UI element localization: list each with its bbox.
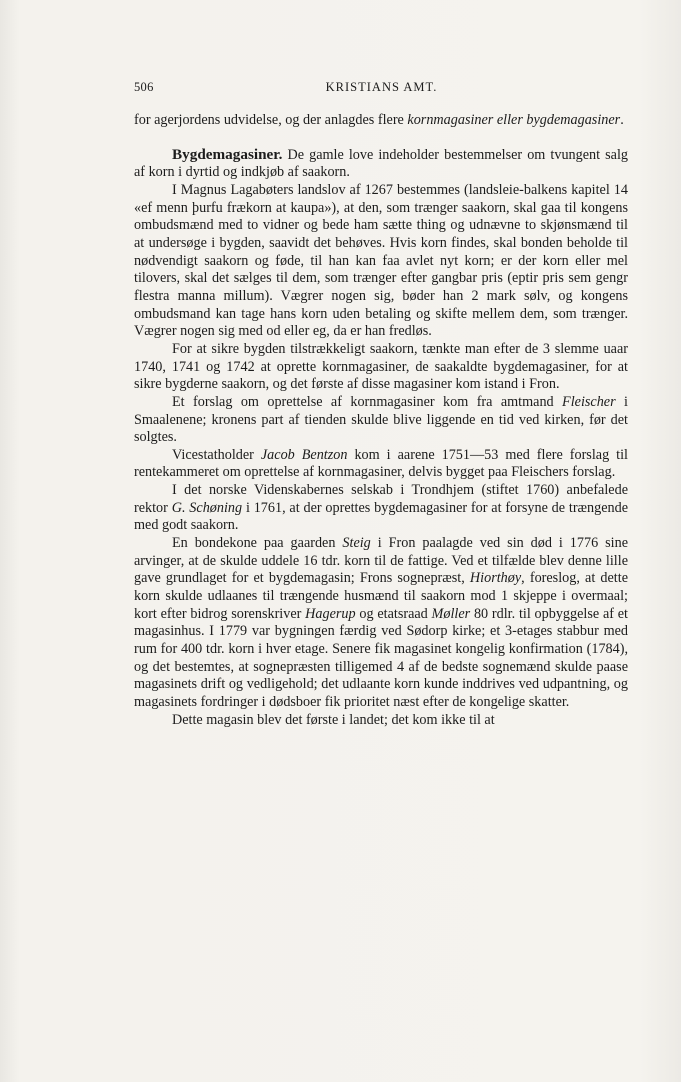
text-span: . bbox=[620, 112, 624, 128]
text-span: og etatsraad bbox=[355, 605, 432, 622]
text-span: For at sikre bygden tilstrækkeligt saakorn, tænkte man efter de 3 slemme uaar 1740, 1741 og 1742 at oprette kornmagasiner, de saakaldte bygdemagasiner, for at sikre bygderne saakorn, og det første af disse magasiner kom istand i Fron. bbox=[134, 340, 628, 393]
section-bygdemagasiner bbox=[134, 146, 628, 182]
italic-name: Møller bbox=[431, 605, 471, 622]
italic-name: Jacob Bentzon bbox=[260, 446, 348, 463]
paragraph-steig bbox=[134, 535, 628, 712]
running-title: KRISTIANS AMT. bbox=[325, 80, 438, 94]
italic-name: Hagerup bbox=[305, 605, 356, 622]
text-span: Dette magasin blev det første i landet; det kom ikke til at bbox=[172, 711, 495, 728]
body-text bbox=[134, 112, 628, 729]
text-span: De gamle love indeholder bestemmelser om tvungent salg af korn i dyrtid og indkjøb af saakorn. bbox=[134, 146, 628, 181]
text-span: En bondekone paa gaarden bbox=[172, 535, 343, 552]
text-span: I det norske Videnskabernes selskab i Trondhjem (stiftet 1760) anbefalede rektor bbox=[134, 482, 628, 516]
paragraph-schoning bbox=[134, 482, 628, 535]
section-heading: Bygdemagasiner. bbox=[172, 145, 283, 163]
paragraph-final bbox=[134, 712, 628, 730]
paragraph-intro bbox=[134, 112, 628, 130]
text-span: for agerjordens udvidelse, og der anlagdes flere bbox=[134, 112, 408, 128]
paragraph-fleischer bbox=[134, 394, 628, 447]
italic-name: Hiorthøy bbox=[469, 570, 522, 587]
italic-name: G. Schøning bbox=[171, 499, 243, 516]
paragraph-uaar bbox=[134, 341, 628, 394]
italic-name: Steig bbox=[342, 535, 371, 552]
page-number: 506 bbox=[134, 80, 154, 94]
italic-name: Fleischer bbox=[562, 393, 616, 410]
text-span: i Smaalenene; kronens part af tienden skulde blive liggende en tid ved kirken, før det solgtes. bbox=[134, 393, 628, 446]
text-span: kom i aarene 1751—53 med flere forslag til rentekammeret om oprettelse af kornmagasiner, delvis bygget paa Fleischers forslag. bbox=[134, 446, 628, 481]
text-span: 80 rdlr. til opbyggelse af et magasinhus. I 1779 var bygningen færdig ved Sødorp kirke; et 3-etages stabbur med rum for 400 tdr. korn i hver etage. Senere fik magasinet kongelig konfirmation (1784), og det bestemtes, at sognepræsten tilligemed 4 af de bedste sognemænd skulde paase magasinets drift og vedligehold; det udlaante korn kunde inddrives ved udpantning, og magasinets fordringer i dødsboer fik prioritet næst efter de kongelige skatter. bbox=[134, 605, 628, 710]
text-span: Et forslag om oprettelse af kornmagasiner kom fra amtmand bbox=[172, 393, 563, 410]
text-span: i 1761, at der oprettes bygdemagasiner for at forsyne de trængende med godt saakorn. bbox=[134, 499, 628, 534]
text-span: i Fron paalagde ved sin død i 1776 sine arvinger, at de skulde uddele 16 tdr. korn til de fattige. Ved et tilfælde blev denne lille gave grundlaget for et bygdemagasin; Frons sognepræst, bbox=[134, 535, 628, 587]
text-span: I Magnus Lagabøters landslov af 1267 bestemmes (landsleie-balkens kapitel 14 «ef menn þurfu frækorn at kaupa»), at den, som trænger saakorn, skal gaa til kongens ombudsmænd med to vidner og bede ham sætte thing og udnævne to skjønsmænd til at undersøge i bygden, saavidt det behøves. Hvis korn findes, skal bonden beholde til nødvendigt saakorn og føde, til han kan faa avlet nyt korn; er der korn eller mel tilovers, skal det sælges til dem, som trænger efter gangbar pris (eptir pris sem gengr flestra manna millum). Vægrer nogen sig, bøder han 2 mark sølv, og kongens ombudsmand kan tage hans korn uden betaling og skifte mellem dem, som trænger. Vægrer nogen sig med od eller eg, da er han fredløs. bbox=[134, 181, 628, 340]
paragraph-bentzon bbox=[134, 447, 628, 482]
italic-term: kornmagasiner eller bygdemagasiner bbox=[407, 112, 621, 128]
page-header bbox=[134, 80, 629, 98]
text-span: Vicestatholder bbox=[172, 446, 261, 463]
paragraph-landslov bbox=[134, 182, 628, 341]
text-span: , foreslog, at dette korn skulde udlaanes til trængende husmænd til saakorn mod 1 skjeppe i overmaal; kort efter bidrog sorenskriver bbox=[134, 570, 628, 622]
